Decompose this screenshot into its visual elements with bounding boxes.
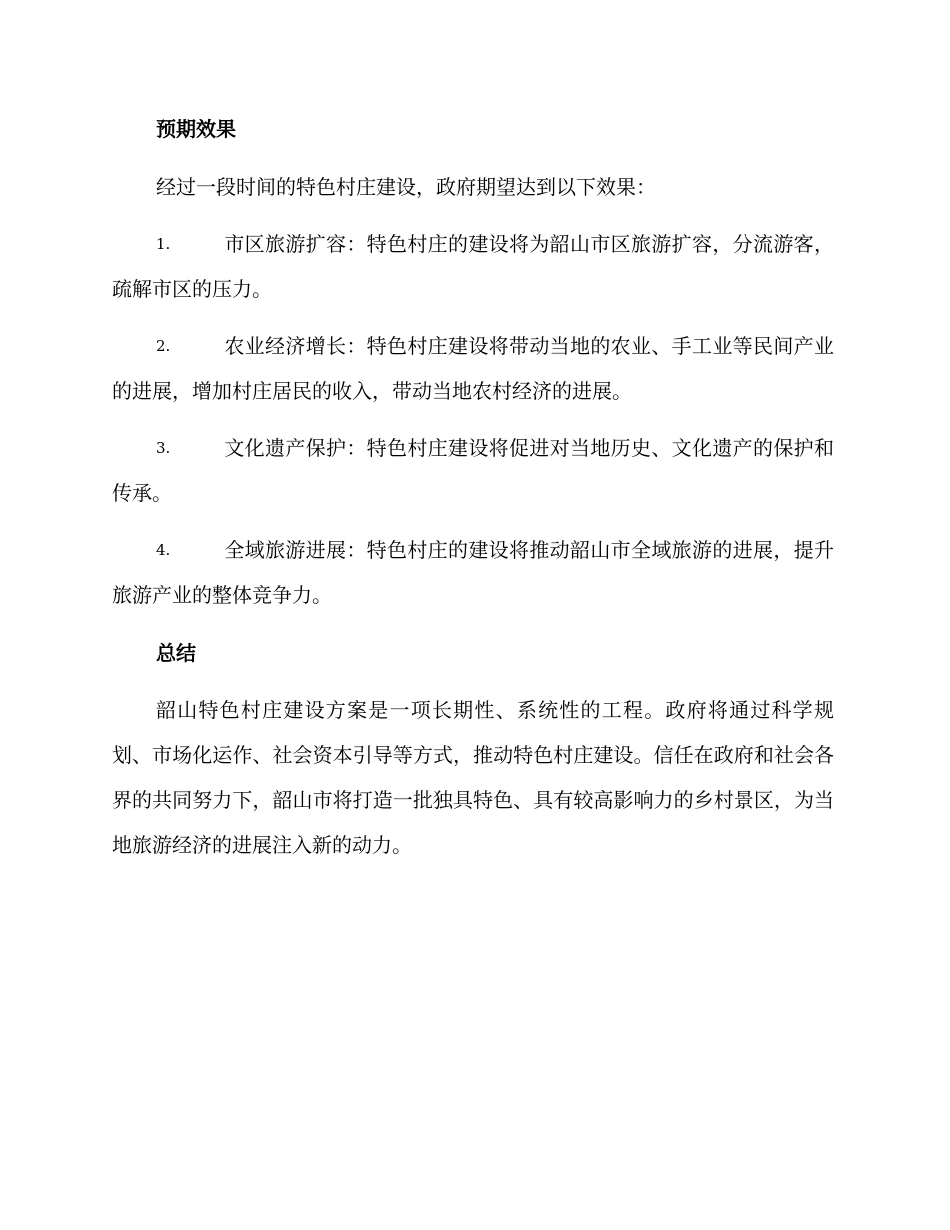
list-item-number: 3.	[156, 439, 171, 457]
list-item-text: 农业经济增长：特色村庄建设将带动当地的农业、手工业等民间产业的进展，增加村庄居民的收入，带动当地农村经济的进展。	[112, 334, 834, 403]
list-item-number: 1.	[156, 235, 171, 253]
intro-paragraph: 经过一段时间的特色村庄建设，政府期望达到以下效果：	[156, 175, 656, 199]
list-item-number: 2.	[156, 337, 171, 355]
summary-paragraph: 韶山特色村庄建设方案是一项长期性、系统性的工程。政府将通过科学规划、市场化运作、社会资本引导等方式，推动特色村庄建设。信任在政府和社会各界的共同努力下，韶山市将打造一批独具特色、具有较高影响力的乡村景区，为当地旅游经济的进展注入新的动力。	[112, 698, 834, 857]
section-heading-summary: 总结	[156, 641, 196, 665]
list-item-text: 市区旅游扩容：特色村庄的建设将为韶山市区旅游扩容，分流游客，疏解市区的压力。	[112, 232, 834, 301]
list-item-text: 全域旅游进展：特色村庄的建设将推动韶山市全域旅游的进展，提升旅游产业的整体竞争力。	[112, 538, 834, 607]
list-item-text: 文化遗产保护：特色村庄建设将促进对当地历史、文化遗产的保护和传承。	[112, 436, 834, 505]
list-item-number: 4.	[156, 541, 171, 559]
list-item	[112, 222, 834, 312]
list-item	[112, 426, 834, 516]
list-item	[112, 528, 834, 618]
list-item	[112, 324, 834, 414]
section-heading-expected-effects: 预期效果	[156, 117, 236, 141]
